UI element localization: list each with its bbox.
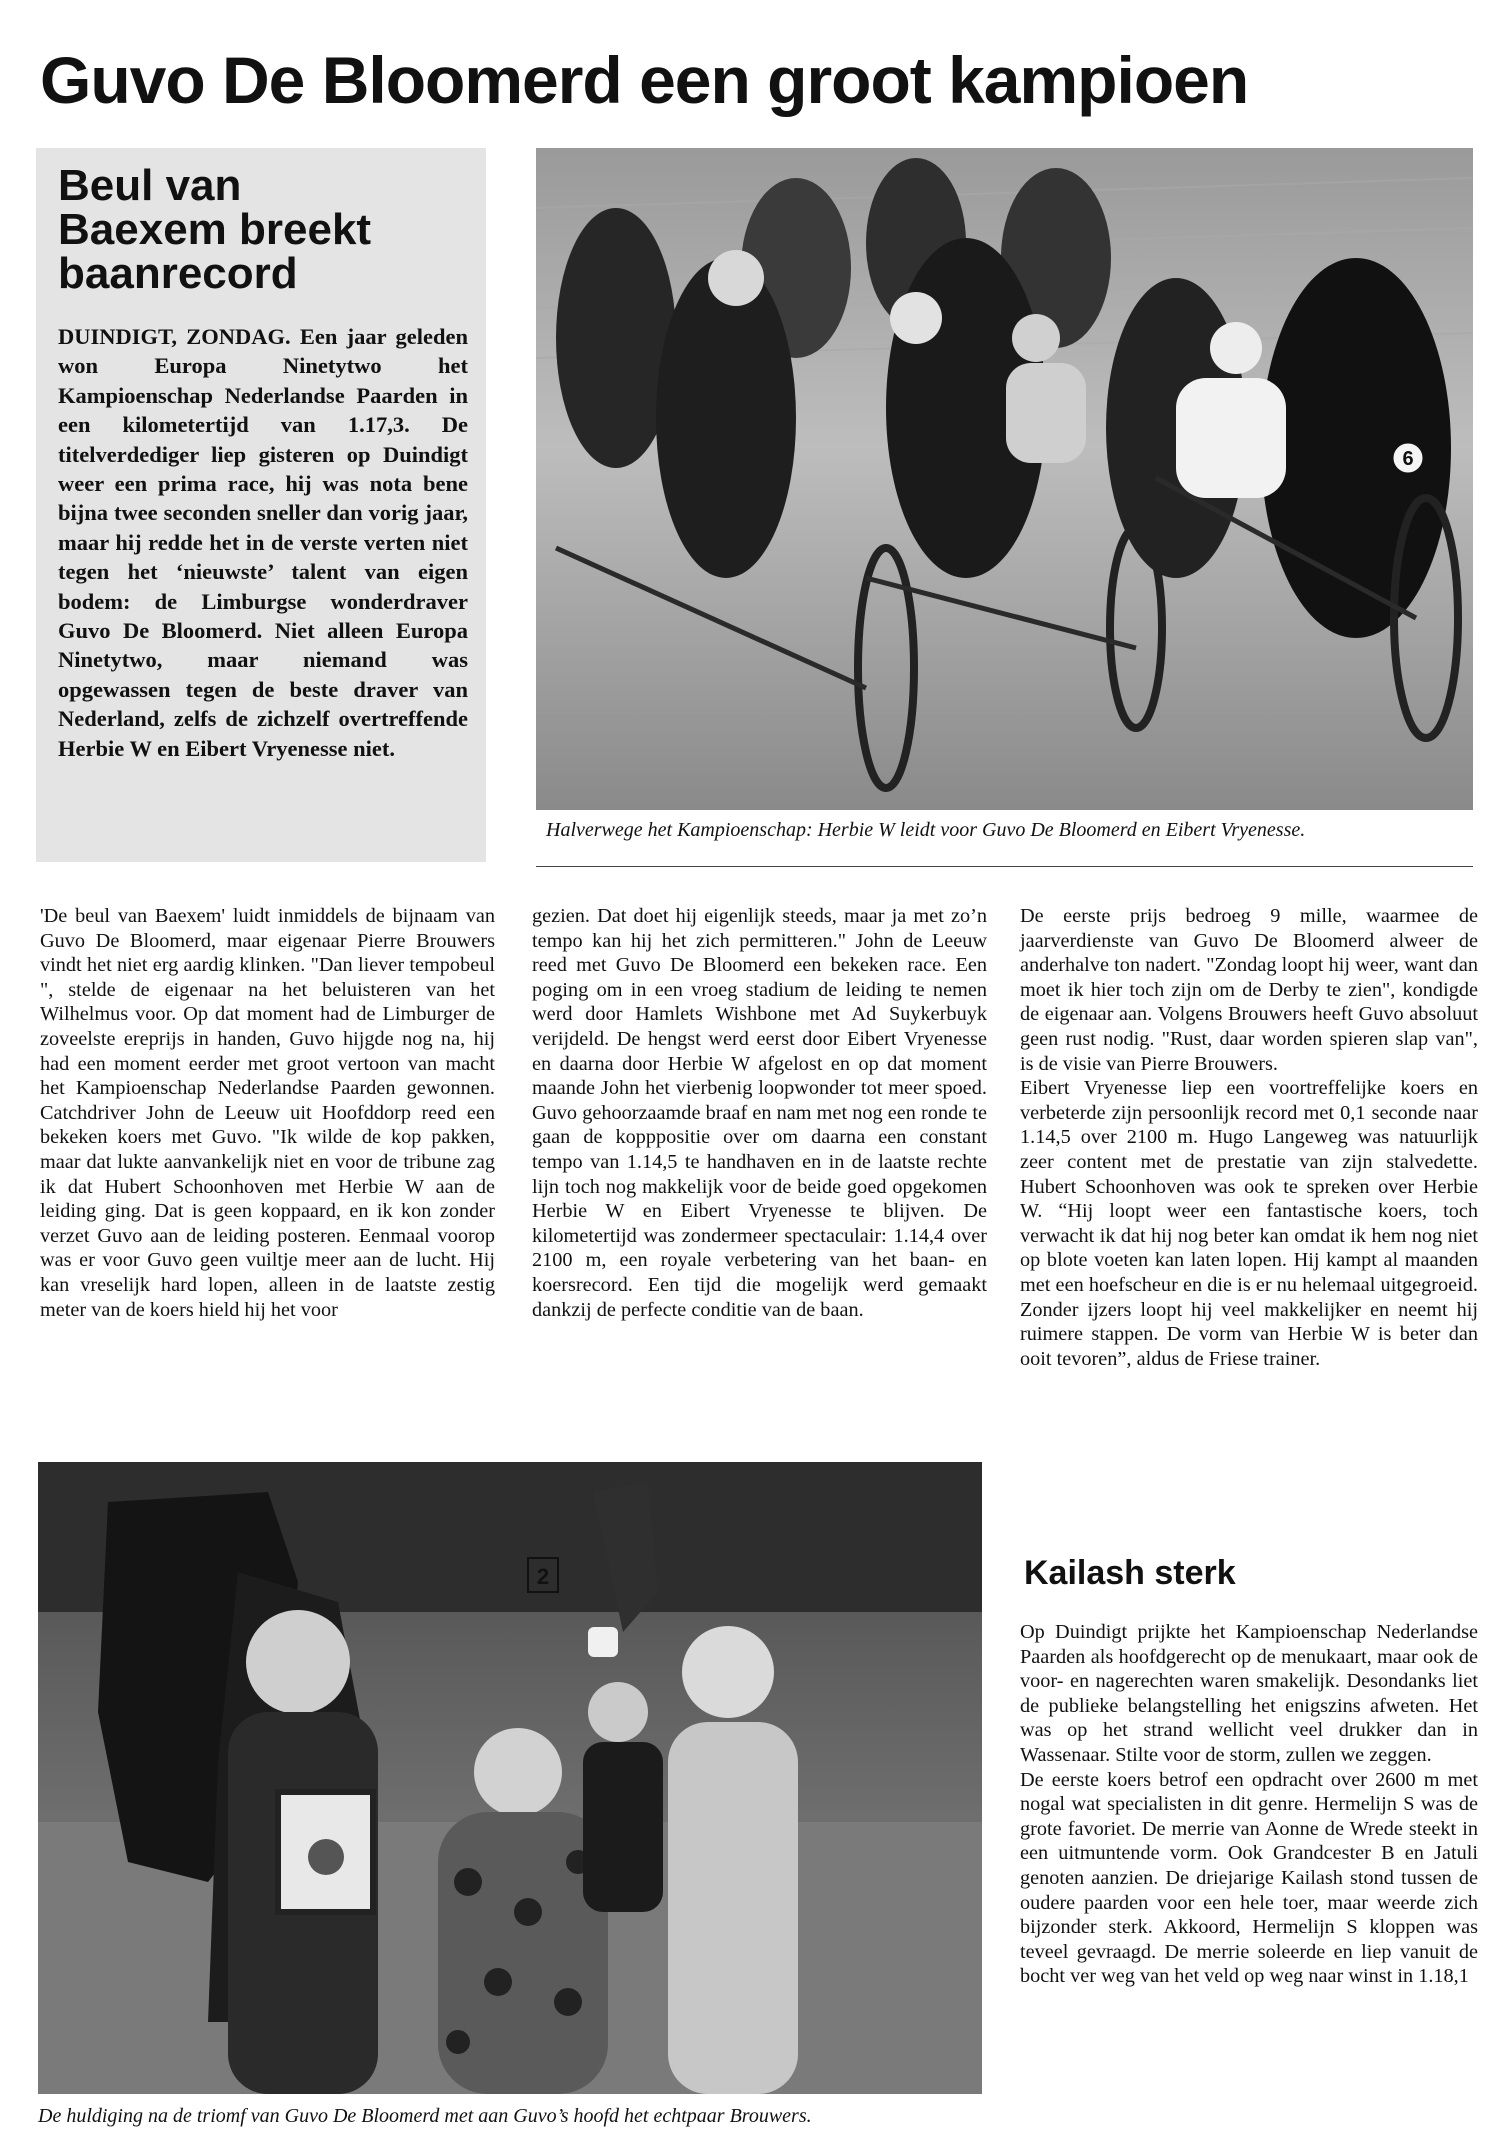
sidebar-lead: DUINDIGT, ZONDAG. Een jaar geleden won Europa Ninetytwo het Kampioenschap Nederlandse Paarden in een kilometertijd van 1.17,3. De titelverdediger liep gisteren op Duindigt weer een prima race, hij was nota bene bijna twee seconden sneller dan vorig jaar, maar hij redde het in de verste verten niet tegen het ‘nieuwste’ talent van eigen bodem: de Limburgse wonderdraver Guvo De Bloomerd. Niet alleen Europa Ninetytwo, maar niemand was opgewassen tegen de beste draver van Nederland, zelfs de zichzelf overtreffende Herbie W en Eibert Vryenesse niet.: [58, 324, 468, 761]
paragraph: De eerste koers betrof een opdracht over 2600 m met nogal wat specialisten in dit genre. Hermelijn S was de grote favoriet. De merrie van Aonne de Wrede steekt in een uitmuntende vorm. Ook Grandcester B en Jatuli genoten aanzien. De driejarige Kailash stond tussen de oudere paarden voor een hele toer, maar weerde zich bijzonder sterk. Akkoord, Hermelijn S kloppen was teveel gevraagd. De merrie soleerde en liep vanuit de bocht ver weg van het veld op weg naar winst in 1.18,1: [1020, 1768, 1478, 1988]
sidebar-title-line: baanrecord: [58, 249, 298, 298]
sidebar-box: [36, 148, 486, 862]
article-column-3: [1020, 904, 1478, 1371]
sidebar-title: [58, 161, 468, 298]
caption-divider: [536, 866, 1473, 867]
article-column-2: [532, 904, 987, 1322]
sidebar-title-line: Baexem breekt: [58, 205, 372, 254]
race-photo: [536, 148, 1473, 810]
race-photo-graphic: [536, 148, 1473, 810]
paragraph: Eibert Vryenesse liep een voortreffelijke koers en verbeterde zijn persoonlijk record met 0,1 seconde naar 1.14,5 over 2100 m. Hugo Langeweg was natuurlijk zeer content met de prestatie van zijn stalvedette. Hubert Schoonhoven was ook te spreken over Herbie W. “Hij loopt weer een fantastische koers, toch verwacht ik dat hij nog beter kan omdat ik hem nog niet op blote voeten kan laten lopen. Hij kampt al maanden met een hoefscheur en die is er nu helemaal uitgegroeid. Zonder ijzers loopt hij veel makkelijker en neemt hij ruimere stappen. De vorm van Herbie W is beter dan ooit tevoren”, aldus de Friese trainer.: [1020, 1077, 1478, 1370]
ceremony-photo-graphic: [38, 1462, 982, 2094]
ceremony-photo: [38, 1462, 982, 2094]
ceremony-photo-caption: De huldiging na de triomf van Guvo De Bloomerd met aan Guvo’s hoofd het echtpaar Brouwers.: [38, 2105, 812, 2127]
kailash-column: [1020, 1620, 1478, 1989]
sidebar-title-line: Beul van: [58, 161, 242, 210]
headline: Guvo De Bloomerd een groot kampioen: [40, 43, 1249, 117]
kailash-heading: Kailash sterk: [1024, 1554, 1236, 1592]
paragraph: 'De beul van Baexem' luidt inmiddels de bijnaam van Guvo De Bloomerd, maar eigenaar Pierre Brouwers vindt het niet erg aardig klinken. "Dan liever tempobeul ", stelde de eigenaar na het beluisteren van het Wilhelmus voor. Op dat moment had de Limburger de zoveelste ereprijs in handen, Guvo hijgde nog na, hij had een moment eerder met groot vertoon van macht het Kampioenschap Nederlandse Paarden gewonnen. Catchdriver John de Leeuw uit Hoofddorp reed een bekeken koers met Guvo. "Ik wilde de kop pakken, maar dat lukte aanvankelijk niet en voor de tribune zag ik dat Hubert Schoonhoven met Herbie W aan de leiding ging. Dat is geen koppaard, en ik kon zonder verzet Guvo aan de leiding posteren. Eenmaal voorop was er voor Guvo geen vuiltje meer aan de lucht. Hij kan vreselijk hard lopen, alleen in de laatste zestig meter van de koers hield hij het voor: [40, 905, 495, 1321]
race-photo-caption: Halverwege het Kampioenschap: Herbie W leidt voor Guvo De Bloomerd en Eibert Vryenesse.: [546, 819, 1306, 841]
paragraph: gezien. Dat doet hij eigenlijk steeds, maar ja met zo’n tempo kan hij het zich permitteren." John de Leeuw reed met Guvo De Bloomerd een bekeken race. Een poging om in een vroeg stadium de leiding te nemen werd door Hamlets Wishbone met Ad Suykerbuyk verijdeld. De hengst werd eerst door Eibert Vryenesse en daarna door Herbie W afgelost en op dat moment maande John het vierbenig loopwonder tot meer spoed. Guvo gehoorzaamde braaf en nam met nog een ronde te gaan de kopppositie over om daarna een constant tempo van 1.14,5 te handhaven en in de laatste rechte lijn toch nog makkelijk voor de beide goed opgekomen Herbie W en Eibert Vryenesse te blijven. De kilometertijd was zondermeer spectaculair: 1.14,4 over 2100 m, een royale verbetering van het baan- en koersrecord. Een tijd die mogelijk werd gemaakt dankzij de perfecte conditie van de baan.: [532, 905, 987, 1321]
article-column-1: [40, 904, 495, 1322]
paragraph: Op Duindigt prijkte het Kampioenschap Nederlandse Paarden als hoofdgerecht op de menukaart, maar ook de voor- en nagerechten waren smakelijk. Desondanks liet de publieke belangstelling het enigszins afweten. Het was op het strand wellicht veel drukker dan in Wassenaar. Stilte voor de storm, zullen we zeggen.: [1020, 1621, 1478, 1766]
paragraph: De eerste prijs bedroeg 9 mille, waarmee de jaarverdienste van Guvo De Bloomerd alweer de anderhalve ton nadert. "Zondag loopt hij weer, want dan moet ik hier toch zijn om de Derby te zien", kondigde de eigenaar aan. Volgens Brouwers heeft Guvo absoluut geen rust nodig. "Rust, daar worden spieren slap van", is de visie van Pierre Brouwers.: [1020, 905, 1478, 1075]
saddle-number: 2: [536, 1564, 550, 1589]
saddle-number: 6: [1402, 448, 1414, 470]
